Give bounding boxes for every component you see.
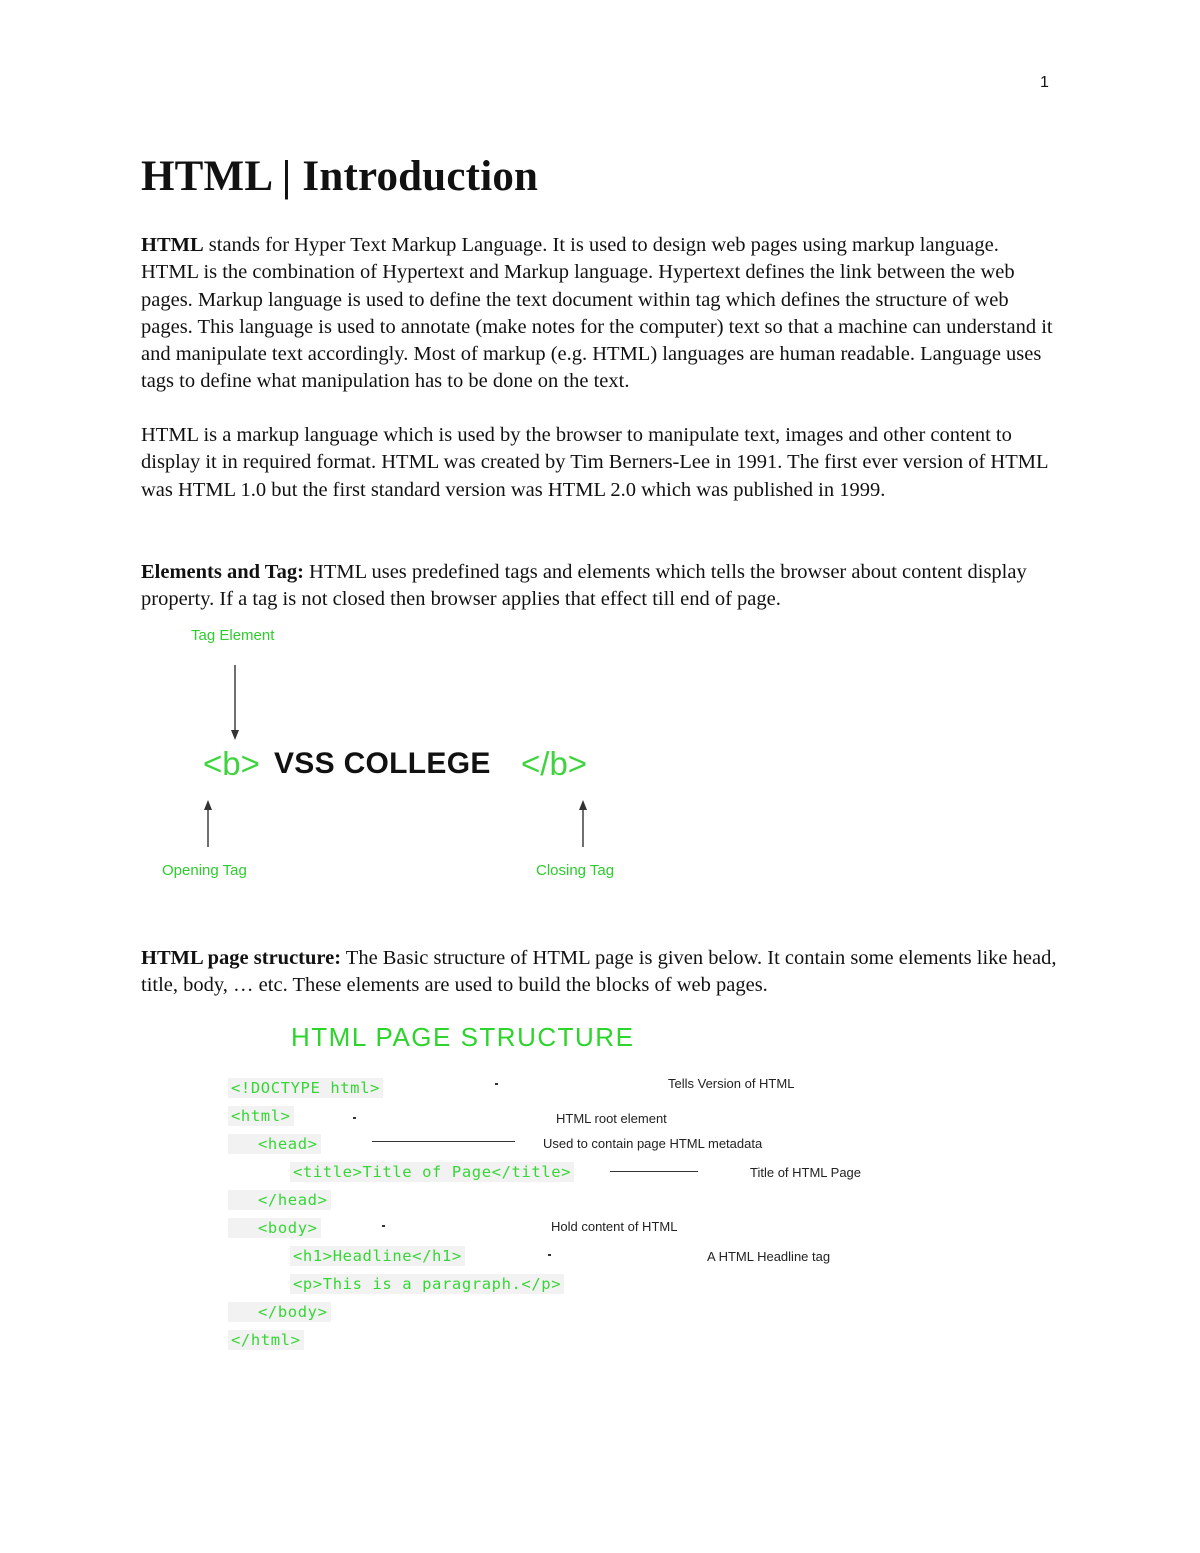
structure-paragraph	[141, 945, 1061, 1000]
html-structure-diagram	[220, 1020, 940, 1360]
tag-element-diagram	[150, 620, 650, 900]
structure-diagram-title: HTML PAGE STRUCTURE	[291, 1022, 635, 1052]
note-head: Used to contain page HTML metadata	[543, 1136, 763, 1151]
head-connector-line	[372, 1141, 515, 1142]
code-line-head-close: </head>	[228, 1190, 331, 1210]
opening-tag-code: <b>	[203, 745, 260, 782]
opening-tag-arrow	[204, 800, 212, 847]
code-line-head-open: <head>	[228, 1134, 321, 1154]
closing-tag-label: Closing Tag	[536, 862, 615, 879]
code-line-html-close: </html>	[228, 1330, 304, 1350]
note-h1: A HTML Headline tag	[707, 1249, 831, 1264]
note-html: HTML root element	[556, 1111, 667, 1126]
intro-paragraph	[141, 232, 1061, 396]
code-line-html-open: <html>	[228, 1106, 294, 1126]
page-number: 1	[1040, 74, 1049, 91]
elements-paragraph	[141, 559, 1061, 614]
body-marker	[382, 1225, 385, 1227]
page-title: HTML | Introduction	[141, 153, 539, 200]
title-connector-line	[610, 1171, 698, 1172]
code-line-h1: <h1>Headline</h1>	[290, 1246, 465, 1266]
structure-lead: HTML page structure:	[141, 947, 342, 969]
tag-content: VSS COLLEGE	[274, 747, 491, 780]
note-body: Hold content of HTML	[551, 1219, 678, 1234]
html-marker	[353, 1117, 356, 1119]
tag-element-label: Tag Element	[191, 627, 275, 644]
closing-tag-arrow	[579, 800, 587, 847]
elements-lead: Elements and Tag:	[141, 561, 304, 583]
code-line-doctype: <!DOCTYPE html>	[228, 1078, 383, 1098]
elements-text: HTML uses predefined tags and elements which tells the browser about content display property. If a tag is not closed then browser applies that effect till end of page.	[141, 561, 1027, 611]
closing-tag-code: </b>	[521, 745, 588, 782]
tag-element-arrow	[231, 665, 239, 740]
code-line-title: <title>Title of Page</title>	[290, 1162, 574, 1182]
intro-text: stands for Hyper Text Markup Language. It is used to design web pages using markup language. HTML is the combination of Hypertext and Markup language. Hypertext defines the link between the web pages. Markup language is used to define the text document within tag which defines the structure of web pages. This language is used to annotate (make notes for the computer) text so that a machine can understand it and manipulate text accordingly. Most of markup (e.g. HTML) languages are human readable. Language uses tags to define what manipulation has to be done on the text.	[141, 234, 1053, 393]
doctype-marker	[495, 1083, 498, 1085]
note-doctype: Tells Version of HTML	[668, 1076, 795, 1091]
code-line-paragraph: <p>This is a paragraph.</p>	[290, 1274, 564, 1294]
history-paragraph: HTML is a markup language which is used by the browser to manipulate text, images and other content to display it in required format. HTML was created by Tim Berners-Lee in 1991. The first ever version of HTML was HTML 1.0 but the first standard version was HTML 2.0 which was published in 1999.	[141, 424, 1048, 501]
intro-lead: HTML	[141, 234, 204, 256]
note-title: Title of HTML Page	[750, 1165, 862, 1180]
h1-marker	[548, 1254, 551, 1256]
structure-text: The Basic structure of HTML page is given below. It contain some elements like head, title, body, … etc. These elements are used to build the blocks of web pages.	[141, 947, 1057, 997]
opening-tag-label: Opening Tag	[162, 862, 247, 879]
code-line-body-open: <body>	[228, 1218, 321, 1238]
code-line-body-close: </body>	[228, 1302, 331, 1322]
